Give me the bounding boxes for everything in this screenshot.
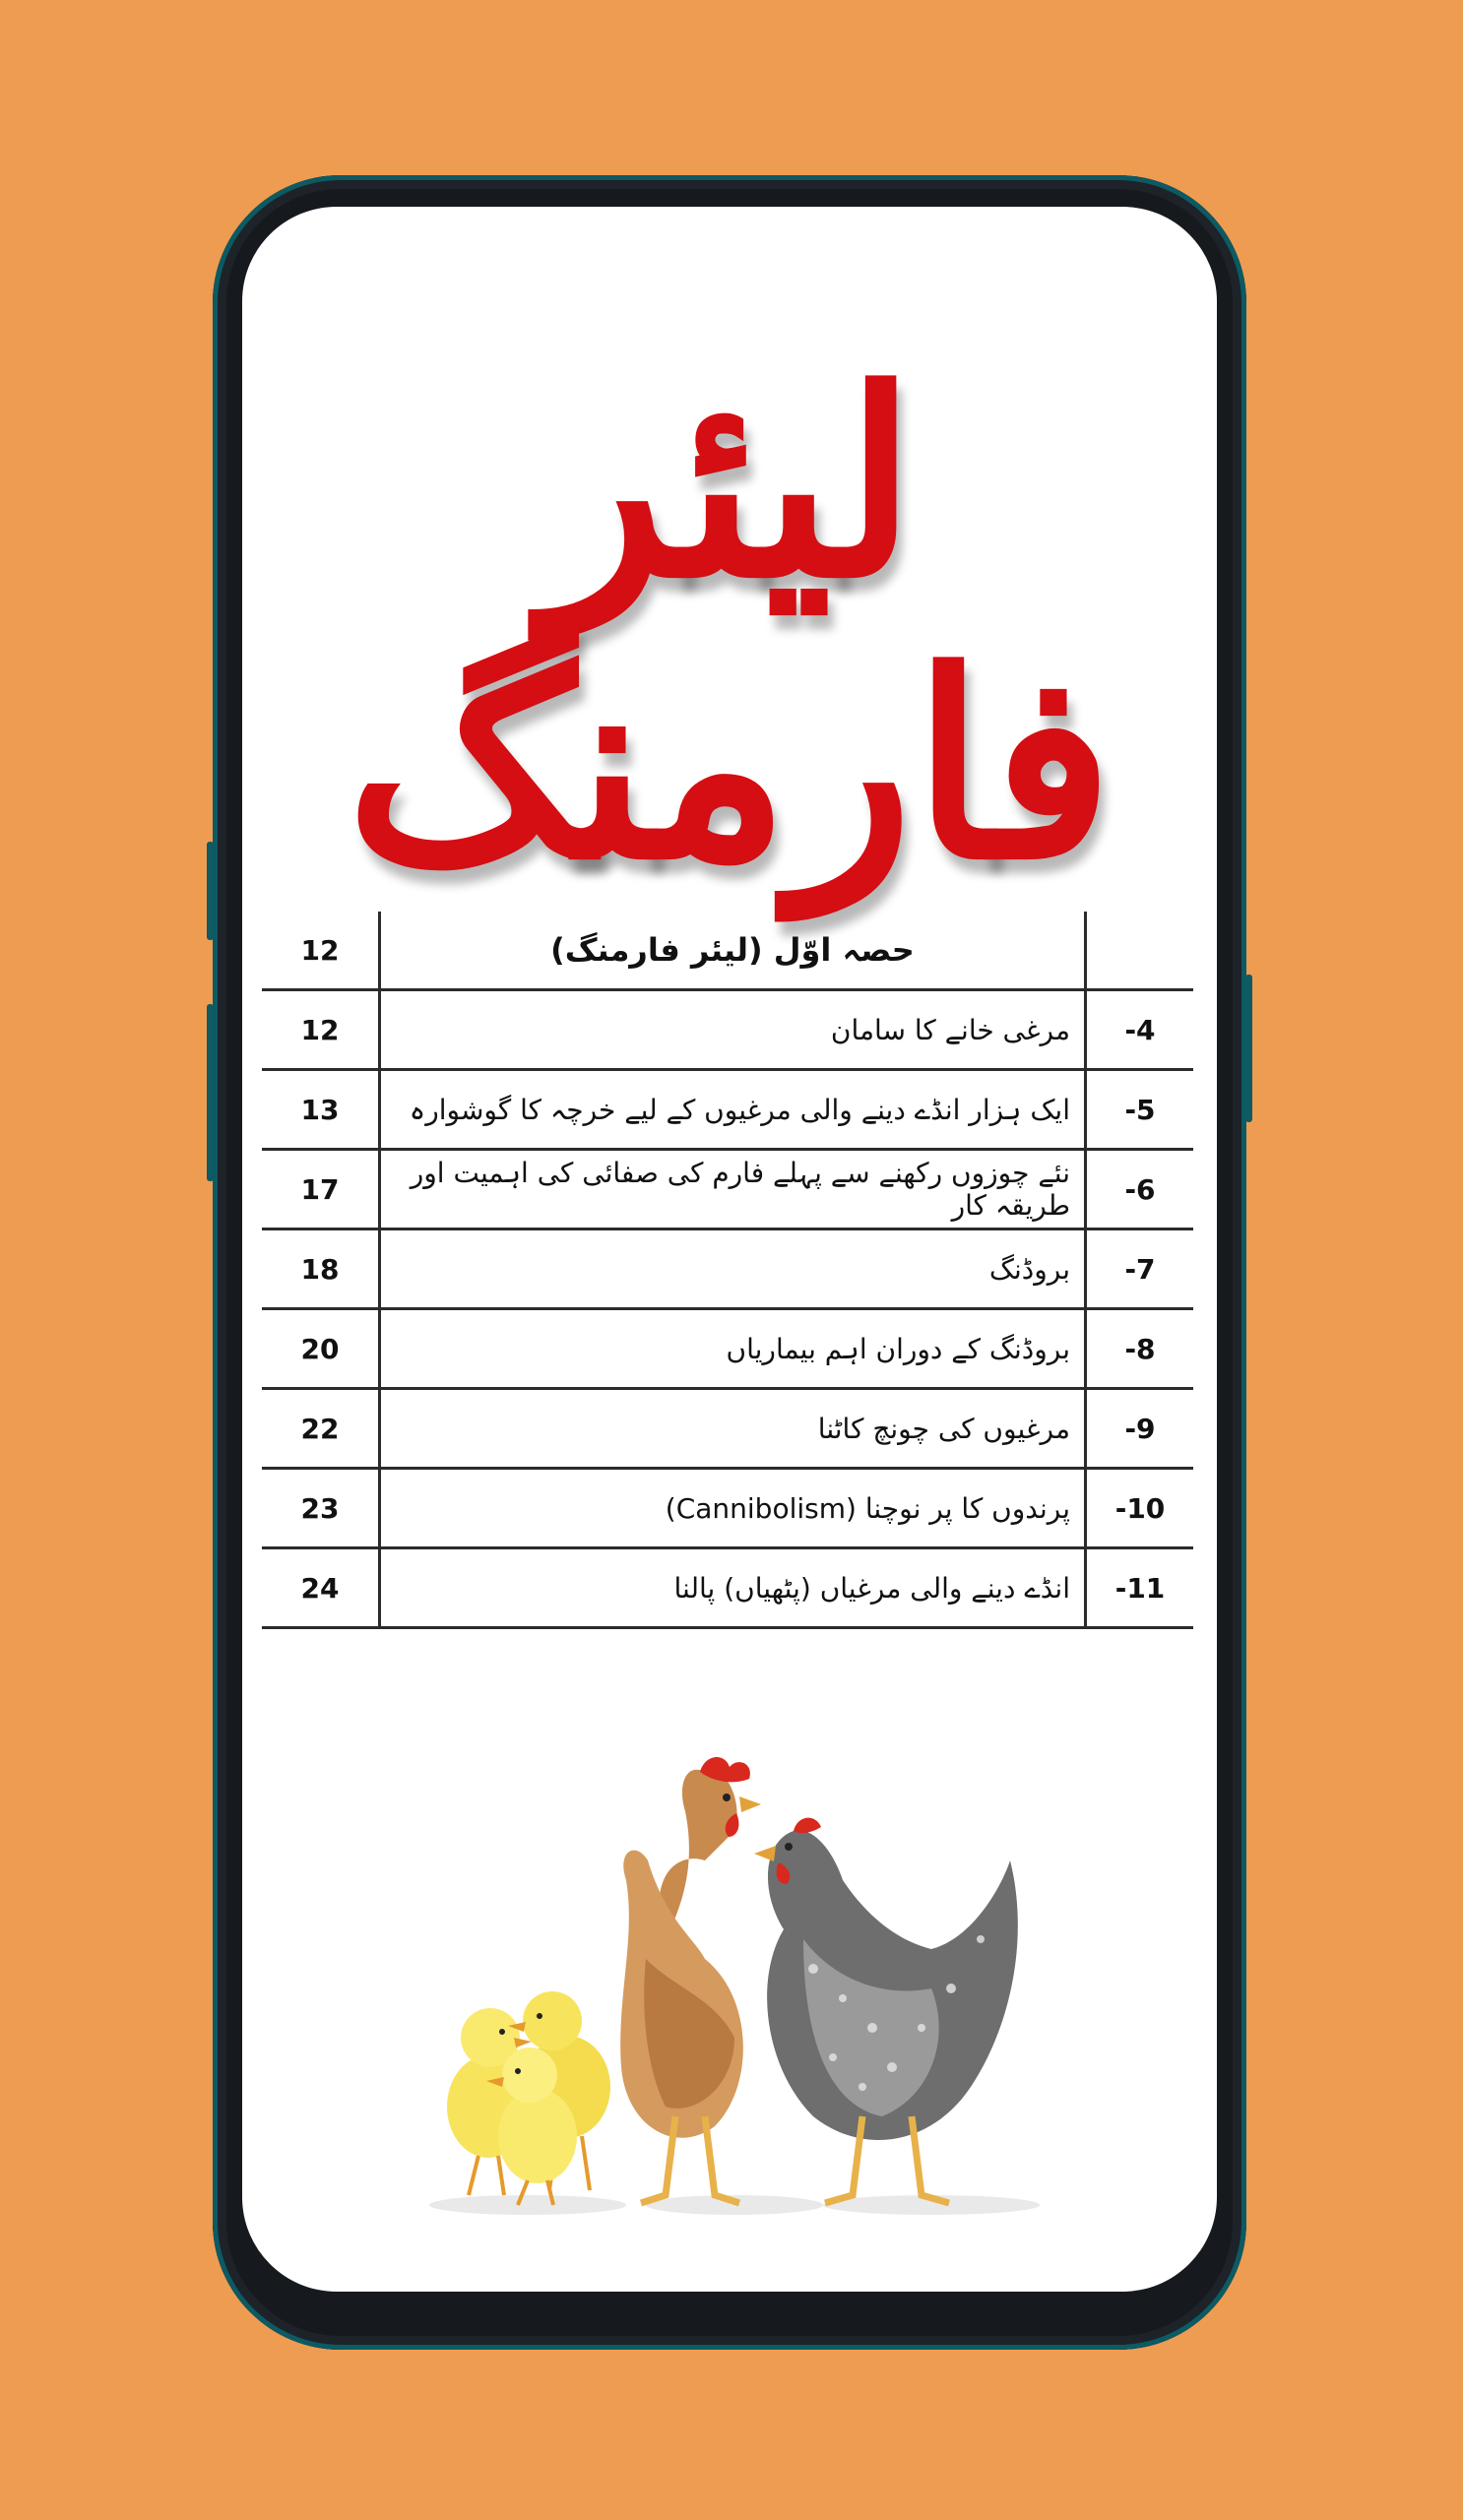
row-title[interactable]: بروڈنگ: [380, 1229, 1086, 1309]
row-num: -11: [1086, 1548, 1194, 1628]
table-row[interactable]: [262, 990, 1193, 1070]
row-title[interactable]: انڈے دینے والی مرغیاں (پٹھیاں) پالنا: [380, 1548, 1086, 1628]
phone-side-button: [207, 1004, 214, 1181]
table-row[interactable]: [262, 1389, 1193, 1469]
row-page: 24: [262, 1548, 380, 1628]
row-page: 22: [262, 1389, 380, 1469]
row-title[interactable]: بروڈنگ کے دوران اہم بیماریاں: [380, 1309, 1086, 1389]
header-label: حصہ اوّل (لیئر فارمنگ): [380, 912, 1086, 990]
row-page: 12: [262, 990, 380, 1070]
table-row[interactable]: [262, 1469, 1193, 1548]
row-num: -8: [1086, 1309, 1194, 1389]
table-row[interactable]: [262, 1070, 1193, 1150]
row-num: -4: [1086, 990, 1194, 1070]
header-num: [1086, 912, 1194, 990]
row-title[interactable]: ایک ہزار انڈے دینے والی مرغیوں کے لیے خرچہ کا گوشوارہ: [380, 1070, 1086, 1150]
row-title[interactable]: پرندوں کا پر نوچنا (Cannibolism): [380, 1469, 1086, 1548]
phone-side-button: [1245, 975, 1252, 1122]
row-title[interactable]: نئے چوزوں رکھنے سے پہلے فارم کی صفائی کی اہمیت اور طریقہ کار: [380, 1150, 1086, 1229]
page-title: لیئر فارمنگ: [346, 335, 1113, 916]
row-page: 23: [262, 1469, 380, 1548]
row-page: 18: [262, 1229, 380, 1309]
table-of-contents: [262, 912, 1193, 1629]
row-title[interactable]: مرغی خانے کا سامان: [380, 990, 1086, 1070]
row-page: 13: [262, 1070, 380, 1150]
app-screen: [242, 207, 1217, 2292]
row-num: -6: [1086, 1150, 1194, 1229]
chickens-illustration-icon: [419, 1742, 1109, 2235]
table-row[interactable]: [262, 1309, 1193, 1389]
row-num: -10: [1086, 1469, 1194, 1548]
row-num: -9: [1086, 1389, 1194, 1469]
row-page: 20: [262, 1309, 380, 1389]
row-title[interactable]: مرغیوں کی چونچ کاٹنا: [380, 1389, 1086, 1469]
table-row[interactable]: [262, 1150, 1193, 1229]
row-num: -5: [1086, 1070, 1194, 1150]
header-page: 12: [262, 912, 380, 990]
phone-side-button: [207, 842, 214, 940]
table-row[interactable]: [262, 1548, 1193, 1628]
row-page: 17: [262, 1150, 380, 1229]
row-num: -7: [1086, 1229, 1194, 1309]
table-row[interactable]: [262, 1229, 1193, 1309]
table-header-row: [262, 912, 1193, 990]
